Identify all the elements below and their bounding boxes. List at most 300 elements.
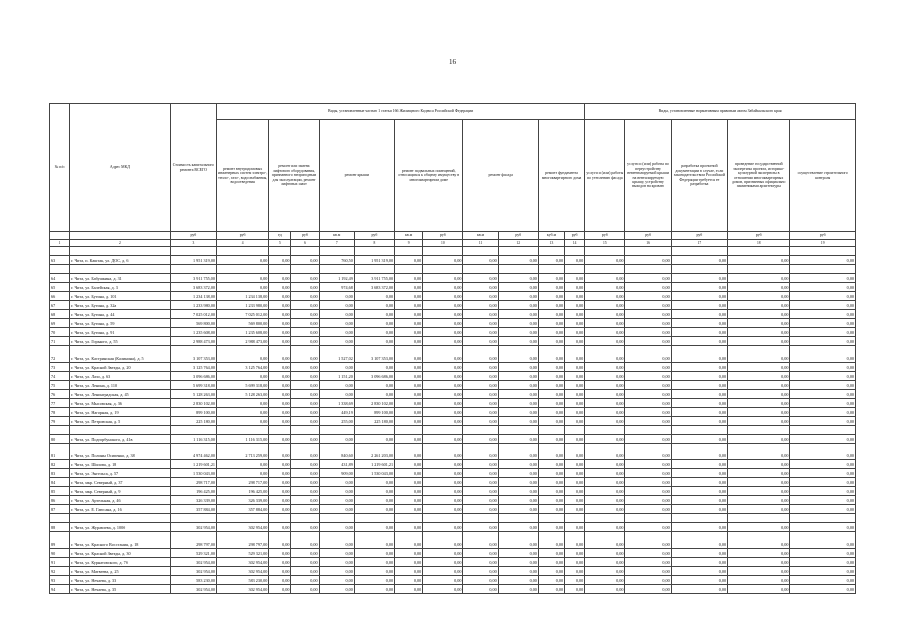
cell-fnd-vol: 0,00 xyxy=(538,346,564,363)
cell-c16: 0,00 xyxy=(625,478,671,487)
cell-fac: 0,00 xyxy=(498,487,538,496)
empty-cell xyxy=(395,265,423,274)
cell-c19: 0,00 xyxy=(790,274,856,283)
unit-cell: руб xyxy=(498,232,538,240)
cell-base: 0,00 xyxy=(423,532,463,549)
empty-cell xyxy=(498,514,538,523)
cell-total: 5 699 318,00 xyxy=(170,380,216,389)
cell-roof-area: 0,00 xyxy=(319,584,354,593)
cell-address: г. Чита, ул. Курнатовского, д. 7б xyxy=(70,557,171,566)
cell-base-area: 0,00 xyxy=(395,496,423,505)
cell-elev-qty: 0,00 xyxy=(269,301,291,310)
cell-c16: 0,00 xyxy=(625,575,671,584)
cell-eng: 0,00 xyxy=(217,416,269,425)
cell-c15: 0,00 xyxy=(585,460,625,469)
header-total: Стоимость капитального ремонта ВСЕГО xyxy=(170,104,216,232)
cell-elev: 0,00 xyxy=(291,362,319,371)
cell-c17: 0,00 xyxy=(671,532,727,549)
cell-no: 85 xyxy=(50,487,70,496)
cell-fac-area: 0,00 xyxy=(463,469,498,478)
cell-elev: 0,00 xyxy=(291,283,319,292)
cell-elev: 0,00 xyxy=(291,505,319,514)
cell-c16: 0,00 xyxy=(625,274,671,283)
cell-c17: 0,00 xyxy=(671,292,727,301)
cell-base: 0,00 xyxy=(423,283,463,292)
cell-c19: 0,00 xyxy=(790,566,856,575)
cell-fnd: 0,00 xyxy=(565,371,585,380)
cell-roof-area: 0,00 xyxy=(319,301,354,310)
column-number: 4 xyxy=(217,240,269,247)
cell-no: 93 xyxy=(50,575,70,584)
cell-fac-area: 0,00 xyxy=(463,398,498,407)
cell-address: г. Чита, ул. Шилова, д. 18 xyxy=(70,460,171,469)
cell-c18: 0,00 xyxy=(728,319,790,328)
cell-fnd: 0,00 xyxy=(565,557,585,566)
cell-c17: 0,00 xyxy=(671,557,727,566)
cell-eng: 3 125 764,00 xyxy=(217,362,269,371)
cell-no: 82 xyxy=(50,460,70,469)
cell-eng: 0,00 xyxy=(217,346,269,363)
cell-fac: 0,00 xyxy=(498,407,538,416)
table-header xyxy=(50,104,856,247)
cell-fnd-vol: 0,00 xyxy=(538,460,564,469)
cell-roof-area: 0,00 xyxy=(319,337,354,346)
table-row xyxy=(50,460,856,469)
cell-base-area: 0,00 xyxy=(395,575,423,584)
cell-fac: 0,00 xyxy=(498,328,538,337)
cell-fnd-vol: 0,00 xyxy=(538,487,564,496)
cell-fac: 0,00 xyxy=(498,256,538,265)
cell-c17: 0,00 xyxy=(671,566,727,575)
cell-base-area: 0,00 xyxy=(395,443,423,460)
cell-fac-area: 0,00 xyxy=(463,362,498,371)
column-number: 12 xyxy=(498,240,538,247)
cell-no: 68 xyxy=(50,310,70,319)
cell-eng: 5 699 318,00 xyxy=(217,380,269,389)
cell-base: 0,00 xyxy=(423,256,463,265)
cell-c19: 0,00 xyxy=(790,389,856,398)
unit-cell: кв.м xyxy=(395,232,423,240)
cell-fnd-vol: 0,00 xyxy=(538,505,564,514)
empty-cell xyxy=(625,514,671,523)
cell-c17: 0,00 xyxy=(671,256,727,265)
cell-c18: 0,00 xyxy=(728,523,790,532)
spacer-row xyxy=(50,425,856,434)
cell-roof: 0,00 xyxy=(354,505,394,514)
cell-total: 583 230,00 xyxy=(170,575,216,584)
table-row xyxy=(50,469,856,478)
cell-c15: 0,00 xyxy=(585,575,625,584)
cell-address: г. Чита, ул. Петровская, д. 5 xyxy=(70,416,171,425)
empty-cell xyxy=(463,247,498,256)
unit-cell: руб xyxy=(565,232,585,240)
cell-eng: 302 954,00 xyxy=(217,557,269,566)
table-row xyxy=(50,575,856,584)
cell-fac-area: 0,00 xyxy=(463,319,498,328)
unit-cell: кв.м xyxy=(463,232,498,240)
empty-cell xyxy=(728,514,790,523)
cell-fac: 0,00 xyxy=(498,337,538,346)
cell-c17: 0,00 xyxy=(671,505,727,514)
cell-c19: 0,00 xyxy=(790,434,856,443)
cell-eng: 0,00 xyxy=(217,256,269,265)
cell-fnd-vol: 0,00 xyxy=(538,566,564,575)
cell-fnd: 0,00 xyxy=(565,487,585,496)
cell-c19: 0,00 xyxy=(790,443,856,460)
cell-elev: 0,00 xyxy=(291,346,319,363)
unit-cell: руб xyxy=(423,232,463,240)
table-row xyxy=(50,532,856,549)
cell-fac-area: 0,00 xyxy=(463,416,498,425)
empty-cell xyxy=(728,247,790,256)
cell-c18: 0,00 xyxy=(728,346,790,363)
cell-c19: 0,00 xyxy=(790,532,856,549)
cell-base: 0,00 xyxy=(423,487,463,496)
cell-roof-area: 1 527,02 xyxy=(319,346,354,363)
cell-base-area: 0,00 xyxy=(395,548,423,557)
cell-base: 0,00 xyxy=(423,460,463,469)
cell-eng: 0,00 xyxy=(217,407,269,416)
cell-fnd-vol: 0,00 xyxy=(538,256,564,265)
cell-c19: 0,00 xyxy=(790,460,856,469)
cell-no: 90 xyxy=(50,548,70,557)
cell-elev-qty: 0,00 xyxy=(269,496,291,505)
empty-cell xyxy=(70,265,171,274)
cell-fac-area: 0,00 xyxy=(463,328,498,337)
cell-base: 0,00 xyxy=(423,434,463,443)
cell-elev: 0,00 xyxy=(291,434,319,443)
table-row xyxy=(50,407,856,416)
cell-elev-qty: 0,00 xyxy=(269,346,291,363)
cell-total: 529 321,00 xyxy=(170,548,216,557)
cell-elev: 0,00 xyxy=(291,389,319,398)
empty-cell xyxy=(625,247,671,256)
cell-fnd-vol: 0,00 xyxy=(538,478,564,487)
table-row xyxy=(50,523,856,532)
cell-c15: 0,00 xyxy=(585,283,625,292)
cell-no: 65 xyxy=(50,283,70,292)
cell-fac-area: 0,00 xyxy=(463,337,498,346)
cell-elev: 0,00 xyxy=(291,328,319,337)
cell-c15: 0,00 xyxy=(585,398,625,407)
empty-cell xyxy=(538,247,564,256)
cell-c15: 0,00 xyxy=(585,389,625,398)
cell-fac: 0,00 xyxy=(498,434,538,443)
column-number: 6 xyxy=(291,240,319,247)
cell-roof: 0,00 xyxy=(354,301,394,310)
table-row xyxy=(50,362,856,371)
cell-fnd: 0,00 xyxy=(565,328,585,337)
cell-fnd: 0,00 xyxy=(565,443,585,460)
cell-no: 67 xyxy=(50,301,70,310)
empty-cell xyxy=(269,247,291,256)
spacer-row xyxy=(50,265,856,274)
cell-elev: 0,00 xyxy=(291,371,319,380)
cell-c15: 0,00 xyxy=(585,478,625,487)
cell-total: 2 830 102,00 xyxy=(170,398,216,407)
cell-total: 1 233 980,00 xyxy=(170,301,216,310)
cell-fac-area: 0,00 xyxy=(463,548,498,557)
cell-c15: 0,00 xyxy=(585,434,625,443)
empty-cell xyxy=(463,514,498,523)
cell-total: 1 116 315,00 xyxy=(170,434,216,443)
table-body xyxy=(50,247,856,594)
cell-c18: 0,00 xyxy=(728,274,790,283)
cell-c18: 0,00 xyxy=(728,310,790,319)
column-number: 8 xyxy=(354,240,394,247)
header-engineering: ремонт внутридомовых инженерных систем электро-, тепло-, газо-, водоснабжения, водоотведения xyxy=(217,120,269,232)
cell-c19: 0,00 xyxy=(790,380,856,389)
cell-c19: 0,00 xyxy=(790,283,856,292)
cell-c17: 0,00 xyxy=(671,434,727,443)
cell-elev: 0,00 xyxy=(291,274,319,283)
cell-c15: 0,00 xyxy=(585,469,625,478)
cell-c18: 0,00 xyxy=(728,548,790,557)
cell-address: г. Чита, ул. Нечаева, д. 33 xyxy=(70,575,171,584)
cell-address: г. Чита, мкр. Северный, д. 9 xyxy=(70,487,171,496)
cell-c19: 0,00 xyxy=(790,301,856,310)
table-row xyxy=(50,301,856,310)
unit-cell: руб xyxy=(671,232,727,240)
cell-c19: 0,00 xyxy=(790,478,856,487)
column-number: 13 xyxy=(538,240,564,247)
cell-c18: 0,00 xyxy=(728,505,790,514)
cell-base: 0,00 xyxy=(423,575,463,584)
cell-c15: 0,00 xyxy=(585,523,625,532)
cell-address: г. Чита, ул. Е. Гаюсана, д. 16 xyxy=(70,505,171,514)
header-address: Адрес МКД xyxy=(70,104,171,232)
cell-fac: 0,00 xyxy=(498,319,538,328)
header-no: № п/п xyxy=(50,104,70,232)
cell-address: г. Чита, ул. Журавлева, д. 100б xyxy=(70,523,171,532)
cell-elev-qty: 0,00 xyxy=(269,460,291,469)
cell-elev-qty: 0,00 xyxy=(269,407,291,416)
unit-cell: ед xyxy=(269,232,291,240)
cell-elev-qty: 0,00 xyxy=(269,389,291,398)
cell-base: 0,00 xyxy=(423,301,463,310)
cell-fac-area: 0,00 xyxy=(463,443,498,460)
cell-base: 0,00 xyxy=(423,469,463,478)
cell-fnd-vol: 0,00 xyxy=(538,319,564,328)
cell-elev: 0,00 xyxy=(291,557,319,566)
cell-c19: 0,00 xyxy=(790,292,856,301)
cell-fac-area: 0,00 xyxy=(463,407,498,416)
cell-address: г. Чита, ул. Балейская, д. 3 xyxy=(70,283,171,292)
cell-eng: 583 230,00 xyxy=(217,575,269,584)
cell-c15: 0,00 xyxy=(585,346,625,363)
empty-cell xyxy=(790,425,856,434)
cell-address: г. Чита, ул. Бабушкина, д. 31 xyxy=(70,274,171,283)
cell-elev: 0,00 xyxy=(291,548,319,557)
cell-c15: 0,00 xyxy=(585,487,625,496)
cell-address: г. Чита, ул. Бутина, д. 32а xyxy=(70,301,171,310)
cell-base: 0,00 xyxy=(423,274,463,283)
cell-fac: 0,00 xyxy=(498,310,538,319)
cell-c15: 0,00 xyxy=(585,584,625,593)
cell-base-area: 0,00 xyxy=(395,557,423,566)
cell-eng: 326 339,00 xyxy=(217,496,269,505)
empty-cell xyxy=(728,425,790,434)
cell-fac-area: 0,00 xyxy=(463,301,498,310)
cell-roof: 0,00 xyxy=(354,362,394,371)
cell-total: 1 219 601,21 xyxy=(170,460,216,469)
cell-c18: 0,00 xyxy=(728,407,790,416)
cell-address: г. Чита, мкр. Северный, д. 37 xyxy=(70,478,171,487)
empty-cell xyxy=(790,247,856,256)
cell-fnd-vol: 0,00 xyxy=(538,389,564,398)
cell-fnd-vol: 0,00 xyxy=(538,380,564,389)
cell-eng: 298 797,00 xyxy=(217,532,269,549)
cell-address: г. Чита, ул. Бутина, д. 59 xyxy=(70,319,171,328)
cell-elev: 0,00 xyxy=(291,469,319,478)
cell-fnd: 0,00 xyxy=(565,548,585,557)
column-number: 9 xyxy=(395,240,423,247)
cell-c19: 0,00 xyxy=(790,557,856,566)
cell-eng: 569 800,00 xyxy=(217,319,269,328)
cell-elev-qty: 0,00 xyxy=(269,523,291,532)
cell-elev: 0,00 xyxy=(291,487,319,496)
cell-c17: 0,00 xyxy=(671,548,727,557)
cell-eng: 357 884,00 xyxy=(217,505,269,514)
cell-c15: 0,00 xyxy=(585,548,625,557)
cell-c16: 0,00 xyxy=(625,407,671,416)
empty-cell xyxy=(585,247,625,256)
cell-c19: 0,00 xyxy=(790,346,856,363)
cell-base: 0,00 xyxy=(423,584,463,593)
empty-cell xyxy=(423,265,463,274)
cell-address: г. Чита, ул. Артельная, д. 46 xyxy=(70,496,171,505)
cell-elev-qty: 0,00 xyxy=(269,274,291,283)
cell-no: 81 xyxy=(50,443,70,460)
cell-base-area: 0,00 xyxy=(395,346,423,363)
empty-cell xyxy=(565,247,585,256)
cell-no: 74 xyxy=(50,371,70,380)
cell-base-area: 0,00 xyxy=(395,380,423,389)
empty-cell xyxy=(790,514,856,523)
cell-roof-area: 0,00 xyxy=(319,310,354,319)
empty-cell xyxy=(671,425,727,434)
empty-cell xyxy=(538,265,564,274)
cell-base-area: 0,00 xyxy=(395,469,423,478)
cell-c19: 0,00 xyxy=(790,469,856,478)
cell-elev: 0,00 xyxy=(291,584,319,593)
cell-roof: 0,00 xyxy=(354,380,394,389)
cell-eng: 1 234 138,00 xyxy=(217,292,269,301)
unit-cell: руб xyxy=(790,232,856,240)
cell-fnd: 0,00 xyxy=(565,478,585,487)
cell-roof: 899 100,00 xyxy=(354,407,394,416)
cell-elev-qty: 0,00 xyxy=(269,575,291,584)
cell-fnd-vol: 0,00 xyxy=(538,407,564,416)
table-row xyxy=(50,337,856,346)
empty-cell xyxy=(565,425,585,434)
page-number: 16 xyxy=(449,58,456,66)
cell-roof: 0,00 xyxy=(354,310,394,319)
cell-no: 89 xyxy=(50,532,70,549)
cell-elev: 0,00 xyxy=(291,478,319,487)
cell-roof: 0,00 xyxy=(354,566,394,575)
cell-no: 86 xyxy=(50,496,70,505)
empty-cell xyxy=(170,247,216,256)
cell-c18: 0,00 xyxy=(728,380,790,389)
cell-roof: 2 261 203,00 xyxy=(354,443,394,460)
cell-base-area: 0,00 xyxy=(395,532,423,549)
cell-total: 302 954,00 xyxy=(170,566,216,575)
cell-no: 83 xyxy=(50,469,70,478)
cell-base-area: 0,00 xyxy=(395,301,423,310)
spacer-row xyxy=(50,247,856,256)
cell-base-area: 0,00 xyxy=(395,256,423,265)
header-insulation: услуги и (или) работы по утеплению фасада xyxy=(585,120,625,232)
cell-fnd: 0,00 xyxy=(565,362,585,371)
empty-cell xyxy=(498,247,538,256)
cell-roof-area: 974,68 xyxy=(319,283,354,292)
cell-total: 302 954,00 xyxy=(170,584,216,593)
cell-c19: 0,00 xyxy=(790,548,856,557)
cell-elev: 0,00 xyxy=(291,319,319,328)
cell-c16: 0,00 xyxy=(625,328,671,337)
cell-total: 899 100,00 xyxy=(170,407,216,416)
cell-fac-area: 0,00 xyxy=(463,532,498,549)
cell-fac: 0,00 xyxy=(498,566,538,575)
cell-address: г. Чита, ул. Мысовская, д. 36 xyxy=(70,398,171,407)
cell-fnd-vol: 0,00 xyxy=(538,584,564,593)
cell-base-area: 0,00 xyxy=(395,566,423,575)
cell-fnd-vol: 0,00 xyxy=(538,496,564,505)
cell-fac: 0,00 xyxy=(498,523,538,532)
cell-fac-area: 0,00 xyxy=(463,575,498,584)
empty-cell xyxy=(463,425,498,434)
cell-c19: 0,00 xyxy=(790,584,856,593)
empty-cell xyxy=(625,425,671,434)
cell-fac-area: 0,00 xyxy=(463,346,498,363)
cell-no: 66 xyxy=(50,292,70,301)
cell-total: 302 954,00 xyxy=(170,557,216,566)
cell-roof: 0,00 xyxy=(354,496,394,505)
unit-cell xyxy=(50,232,70,240)
cell-fnd-vol: 0,00 xyxy=(538,310,564,319)
cell-c16: 0,00 xyxy=(625,487,671,496)
cell-fac: 0,00 xyxy=(498,460,538,469)
cell-fac-area: 0,00 xyxy=(463,434,498,443)
cell-total: 302 954,00 xyxy=(170,523,216,532)
cell-fnd-vol: 0,00 xyxy=(538,548,564,557)
empty-cell xyxy=(585,265,625,274)
cell-c16: 0,00 xyxy=(625,346,671,363)
cell-total: 3 096 686,00 xyxy=(170,371,216,380)
cell-roof-area: 0,00 xyxy=(319,478,354,487)
cell-roof-area: 0,00 xyxy=(319,566,354,575)
cell-elev: 0,00 xyxy=(291,443,319,460)
cell-fnd: 0,00 xyxy=(565,575,585,584)
cell-total: 298 717,00 xyxy=(170,478,216,487)
cell-fac: 0,00 xyxy=(498,443,538,460)
cell-roof-area: 1 192,49 xyxy=(319,274,354,283)
cell-eng: 7 025 012,00 xyxy=(217,310,269,319)
table-row xyxy=(50,496,856,505)
cell-fnd-vol: 0,00 xyxy=(538,416,564,425)
cell-c15: 0,00 xyxy=(585,496,625,505)
cell-total: 3 683 372,00 xyxy=(170,283,216,292)
cell-c16: 0,00 xyxy=(625,389,671,398)
cell-fnd: 0,00 xyxy=(565,337,585,346)
cell-elev-qty: 0,00 xyxy=(269,532,291,549)
cell-roof-area: 0,00 xyxy=(319,532,354,549)
cell-c16: 0,00 xyxy=(625,310,671,319)
cell-base: 0,00 xyxy=(423,496,463,505)
cell-fac: 0,00 xyxy=(498,505,538,514)
empty-cell xyxy=(269,265,291,274)
